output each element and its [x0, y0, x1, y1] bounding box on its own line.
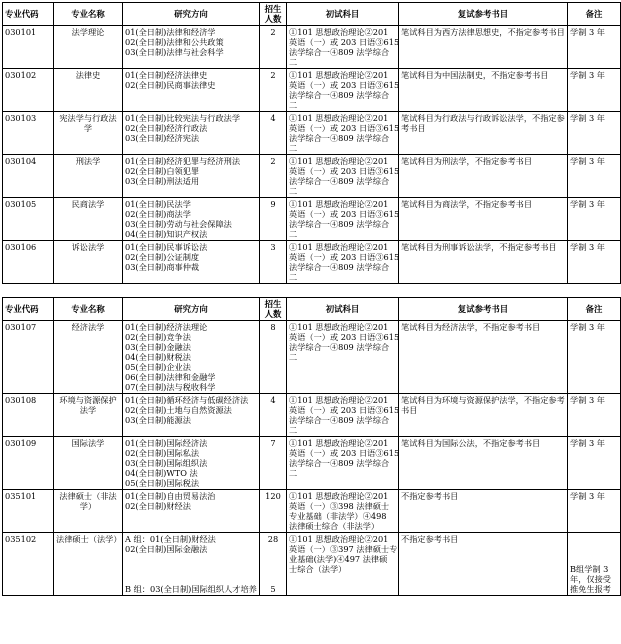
program-code: 035101 — [3, 490, 54, 533]
exam-line: 二 — [289, 186, 298, 196]
enrollment-value: 4 — [270, 113, 276, 123]
exam-line: 英语（一）③398 法律硕士 — [289, 501, 390, 511]
exam-line: ①101 思想政治理论②201 — [289, 199, 389, 209]
spacer — [125, 554, 257, 584]
program-name: 法学理论 — [54, 26, 123, 69]
header-direction: 研究方向 — [123, 3, 260, 26]
direction-item: 01(全日制)比较宪法与行政法学 — [125, 113, 241, 123]
exam-line: 法学综合一④809 法学综合 — [289, 133, 390, 143]
program-code: 030109 — [3, 437, 54, 490]
exam-subjects — [287, 69, 399, 112]
direction-item: 03(全日制)劳动与社会保障法 — [125, 219, 232, 229]
header-note: 备注 — [568, 298, 621, 321]
retest-books: 笔试科目为环境与资源保护法学，不指定参考书目 — [399, 394, 568, 437]
enrollment-count — [260, 155, 287, 198]
exam-line: 英语（一）③397 法律硕士专 — [289, 544, 398, 554]
direction-item: 02(全日制)法律和公共政策 — [125, 37, 224, 47]
direction-item: 01(全日制)经济法律史 — [125, 70, 208, 80]
program-name: 环境与资源保护法学 — [54, 394, 123, 437]
retest-books: 笔试科目为西方法律思想史，不指定参考书目 — [399, 26, 568, 69]
exam-line: 法学综合一④809 法学综合 — [289, 176, 390, 186]
direction-item: 04(全日制)财税法 — [125, 352, 191, 362]
header-retest: 复试参考书目 — [399, 3, 568, 26]
direction-item: 01(全日制)经济法理论 — [125, 322, 208, 332]
research-directions — [123, 241, 260, 284]
exam-line: 法学综合一④809 法学综合 — [289, 262, 390, 272]
exam-line: 法学综合一④809 法学综合 — [289, 90, 390, 100]
exam-line: 二 — [289, 468, 298, 478]
exam-line: 二 — [289, 352, 298, 362]
program-code: 030105 — [3, 198, 54, 241]
exam-subjects — [287, 394, 399, 437]
header-name: 专业名称 — [54, 298, 123, 321]
enrollment-value-group-b: 5 — [270, 584, 276, 594]
program-name: 国际法学 — [54, 437, 123, 490]
note: 学制 3 年 — [568, 241, 621, 284]
header-code: 专业代码 — [3, 298, 54, 321]
exam-line: 法学综合一④809 法学综合 — [289, 458, 390, 468]
direction-item: 03(全日制)刑法适用 — [125, 176, 200, 186]
direction-item: 01(全日制)民事诉讼法 — [125, 242, 208, 252]
exam-subjects — [287, 533, 399, 596]
exam-line: ①101 思想政治理论②201 — [289, 156, 389, 166]
retest-books: 笔试科目为国际公法，不指定参考书目 — [399, 437, 568, 490]
note: 学制 3 年 — [568, 394, 621, 437]
research-directions — [123, 437, 260, 490]
exam-line: 英语（一）或 203 日语③615 — [289, 332, 400, 342]
exam-subjects — [287, 198, 399, 241]
exam-line: 业基础(法学)④497 法律硕 — [289, 554, 388, 564]
direction-item: 02(全日制)白领犯罪 — [125, 166, 200, 176]
exam-line: 二 — [289, 143, 298, 153]
note: 学制 3 年 — [568, 490, 621, 533]
exam-subjects — [287, 155, 399, 198]
exam-subjects — [287, 112, 399, 155]
enrollment-value: 4 — [270, 395, 276, 405]
exam-subjects — [287, 437, 399, 490]
retest-books: 笔试科目为中国法制史，不指定参考书目 — [399, 69, 568, 112]
direction-item: 04(全日制)知识产权法 — [125, 229, 208, 239]
note: 学制 3 年 — [568, 112, 621, 155]
exam-line: ①101 思想政治理论②201 — [289, 113, 389, 123]
program-code: 030101 — [3, 26, 54, 69]
exam-line: 英语（一）或 203 日语③615 — [289, 209, 400, 219]
enrollment-count — [260, 26, 287, 69]
program-name: 法律硕士（法学） — [54, 533, 123, 596]
note: 学制 3 年 — [568, 321, 621, 394]
table-row — [3, 69, 621, 112]
exam-line: 二 — [289, 272, 298, 282]
exam-line: 二 — [289, 57, 298, 67]
note: B组学制 3年，仅接受推免生报考 — [568, 533, 621, 596]
direction-item: 02(全日制)国际金融法 — [125, 544, 208, 554]
retest-books: 不指定参考书目 — [399, 533, 568, 596]
program-code: 030103 — [3, 112, 54, 155]
enrollment-value: 3 — [270, 242, 276, 252]
exam-line: ①101 思想政治理论②201 — [289, 395, 389, 405]
research-directions — [123, 26, 260, 69]
direction-item: 01(全日制)经济犯罪与经济刑法 — [125, 156, 241, 166]
exam-line: 法学综合一④809 法学综合 — [289, 342, 390, 352]
program-name: 法律史 — [54, 69, 123, 112]
program-code: 030104 — [3, 155, 54, 198]
direction-item: 03(全日制)经济宪法 — [125, 133, 200, 143]
enrollment-value: 120 — [265, 491, 281, 501]
header-name: 专业名称 — [54, 3, 123, 26]
direction-item: 01(全日制)国际经济法 — [125, 438, 208, 448]
exam-subjects — [287, 490, 399, 533]
exam-line: ①101 思想政治理论②201 — [289, 438, 389, 448]
direction-item: 01(全日制)循环经济与低碳经济法 — [125, 395, 249, 405]
table-row — [3, 437, 621, 490]
program-code: 035102 — [3, 533, 54, 596]
exam-line: 专业基础（非法学）④498 — [289, 511, 387, 521]
enrollment-count — [260, 112, 287, 155]
research-directions — [123, 490, 260, 533]
retest-books: 笔试科目为刑事诉讼法学，不指定参考书目 — [399, 241, 568, 284]
research-directions — [123, 112, 260, 155]
direction-item: 02(全日制)竞争法 — [125, 332, 191, 342]
direction-item: 02(全日制)民商事法律史 — [125, 80, 216, 90]
note: 学制 3 年 — [568, 69, 621, 112]
program-name: 宪法学与行政法学 — [54, 112, 123, 155]
program-code: 030107 — [3, 321, 54, 394]
direction-item: 02(全日制)土地与自然资源法 — [125, 405, 232, 415]
research-directions — [123, 321, 260, 394]
research-directions — [123, 198, 260, 241]
enrollment-count — [260, 437, 287, 490]
program-code: 030108 — [3, 394, 54, 437]
note: 学制 3 年 — [568, 198, 621, 241]
exam-line: 法学综合一④809 法学综合 — [289, 219, 390, 229]
exam-line: 法学综合一④809 法学综合 — [289, 415, 390, 425]
exam-subjects — [287, 321, 399, 394]
table-header-row — [3, 298, 621, 321]
enrollment-count — [260, 198, 287, 241]
direction-item: 07(全日制)法与税收科学 — [125, 382, 216, 392]
exam-subjects — [287, 241, 399, 284]
direction-item: 03(全日制)法律与社会科学 — [125, 47, 224, 57]
direction-item: 02(全日制)经济行政法 — [125, 123, 208, 133]
enrollment-value: 7 — [270, 438, 276, 448]
program-code: 030106 — [3, 241, 54, 284]
exam-line: 英语（一）或 203 日语③615 — [289, 448, 400, 458]
note: 学制 3 年 — [568, 155, 621, 198]
direction-item: 05(全日制)国际税法 — [125, 478, 200, 488]
exam-line: ①101 思想政治理论②201 — [289, 27, 389, 37]
table-row — [3, 26, 621, 69]
enrollment-value: 2 — [270, 156, 276, 166]
research-directions — [123, 394, 260, 437]
exam-line: ①101 思想政治理论②201 — [289, 534, 389, 544]
direction-item: A 组：01(全日制)财经法 — [125, 534, 216, 544]
direction-item: 02(全日制)公证制度 — [125, 252, 200, 262]
retest-books: 笔试科目为刑法学，不指定参考书目 — [399, 155, 568, 198]
exam-line: 二 — [289, 425, 298, 435]
header-exam: 初试科目 — [287, 3, 399, 26]
program-table-1 — [2, 2, 621, 284]
exam-line: 英语（一）或 203 日语③615 — [289, 405, 400, 415]
header-retest: 复试参考书目 — [399, 298, 568, 321]
direction-item: 02(全日制)国际私法 — [125, 448, 200, 458]
enrollment-value: 28 — [267, 534, 279, 544]
exam-subjects — [287, 26, 399, 69]
table-row — [3, 198, 621, 241]
exam-line: ①101 思想政治理论②201 — [289, 242, 389, 252]
retest-books: 不指定参考书目 — [399, 490, 568, 533]
header-note: 备注 — [568, 3, 621, 26]
retest-books: 笔试科目为行政法与行政诉讼法学，不指定参考书目 — [399, 112, 568, 155]
direction-item: 04(全日制)WTO 法 — [125, 468, 198, 478]
retest-books: 笔试科目为商法学，不指定参考书目 — [399, 198, 568, 241]
direction-item: 01(全日制)民法学 — [125, 199, 191, 209]
enrollment-count — [260, 321, 287, 394]
header-direction: 研究方向 — [123, 298, 260, 321]
direction-item: 06(全日制)法律和金融学 — [125, 372, 216, 382]
exam-line: 二 — [289, 229, 298, 239]
enrollment-count — [260, 490, 287, 533]
program-name: 民商法学 — [54, 198, 123, 241]
exam-line: ①101 思想政治理论②201 — [289, 491, 389, 501]
exam-line: 法学综合一④809 法学综合 — [289, 47, 390, 57]
program-table-2 — [2, 297, 621, 596]
direction-item: 05(全日制)企业法 — [125, 362, 191, 372]
enrollment-value: 8 — [270, 322, 276, 332]
exam-line: ①101 思想政治理论②201 — [289, 322, 389, 332]
exam-line: 二 — [289, 100, 298, 110]
exam-line: 法律硕士综合（非法学） — [289, 521, 380, 531]
exam-line: 英语（一）或 203 日语③615 — [289, 166, 400, 176]
table-row — [3, 241, 621, 284]
enrollment-count — [260, 69, 287, 112]
spacer — [262, 544, 284, 584]
direction-item: 03(全日制)金融法 — [125, 342, 191, 352]
direction-item: 01(全日制)自由贸易法治 — [125, 491, 216, 501]
table-row — [3, 533, 621, 596]
research-directions — [123, 533, 260, 596]
direction-item: 03(全日制)国际组织法 — [125, 458, 208, 468]
enrollment-count — [260, 533, 287, 596]
enrollment-value: 2 — [270, 27, 276, 37]
enrollment-count — [260, 241, 287, 284]
exam-line: ①101 思想政治理论②201 — [289, 70, 389, 80]
direction-item: 03(全日制)商事仲裁 — [125, 262, 200, 272]
table-row — [3, 155, 621, 198]
header-enroll: 招生人数 — [260, 3, 287, 26]
research-directions — [123, 155, 260, 198]
exam-line: 英语（一）或 203 日语③615 — [289, 123, 400, 133]
program-name: 法律硕士（非法学） — [54, 490, 123, 533]
table-row — [3, 112, 621, 155]
direction-item: 02(全日制)财经法 — [125, 501, 191, 511]
direction-item: 01(全日制)法律和经济学 — [125, 27, 216, 37]
direction-item: 03(全日制)能源法 — [125, 415, 191, 425]
enrollment-count — [260, 394, 287, 437]
table-row — [3, 490, 621, 533]
table-row — [3, 394, 621, 437]
exam-line: 英语（一）或 203 日语③615 — [289, 252, 400, 262]
header-exam: 初试科目 — [287, 298, 399, 321]
program-name: 诉讼法学 — [54, 241, 123, 284]
program-name: 经济法学 — [54, 321, 123, 394]
exam-line: 英语（一）或 203 日语③615 — [289, 37, 400, 47]
research-directions — [123, 69, 260, 112]
table-row — [3, 321, 621, 394]
header-enroll: 招生人数 — [260, 298, 287, 321]
exam-line: 士综合（法学） — [289, 564, 347, 574]
note: 学制 3 年 — [568, 26, 621, 69]
enrollment-value: 9 — [270, 199, 276, 209]
direction-item: 02(全日制)商法学 — [125, 209, 191, 219]
note: 学制 3 年 — [568, 437, 621, 490]
direction-item-group-b: B 组：03(全日制)国际组织人才培养 — [125, 584, 257, 594]
enrollment-value: 2 — [270, 70, 276, 80]
exam-line: 英语（一）或 203 日语③615 — [289, 80, 400, 90]
program-code: 030102 — [3, 69, 54, 112]
retest-books: 笔试科目为经济法学，不指定参考书目 — [399, 321, 568, 394]
header-code: 专业代码 — [3, 3, 54, 26]
table-header-row — [3, 3, 621, 26]
program-name: 刑法学 — [54, 155, 123, 198]
